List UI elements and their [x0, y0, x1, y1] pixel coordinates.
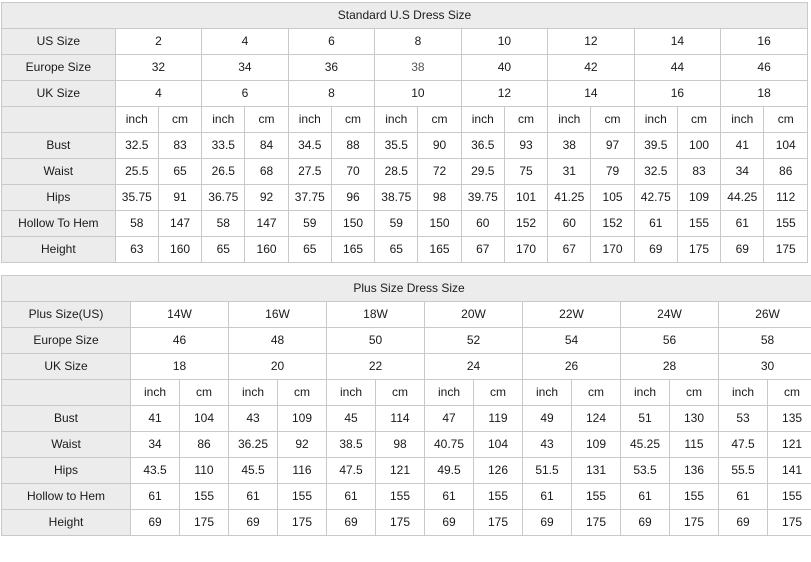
row-label-uk-size: UK Size: [2, 354, 131, 380]
cell-us-size-5: 12: [548, 29, 635, 55]
row-label-us-size: US Size: [2, 29, 116, 55]
cell-waist-11: 79: [591, 159, 634, 185]
cell-plus-waist-9: 109: [572, 432, 621, 458]
cell-uk-size-6: 16: [634, 81, 721, 107]
cell-plus-hollow-2: 61: [229, 484, 278, 510]
cell-hips-10: 41.25: [548, 185, 591, 211]
cell-plus-waist-2: 36.25: [229, 432, 278, 458]
cell-unit-1: cm: [158, 107, 201, 133]
cell-bust-0: 32.5: [115, 133, 158, 159]
cell-plus-size-5: 24W: [621, 302, 719, 328]
cell-waist-10: 31: [548, 159, 591, 185]
row-label-waist: Waist: [2, 159, 116, 185]
table-row-waist: [2, 432, 811, 458]
cell-hollow-14: 61: [721, 211, 764, 237]
cell-waist-0: 25.5: [115, 159, 158, 185]
cell-hips-5: 96: [331, 185, 374, 211]
cell-uk-size-0: 4: [115, 81, 202, 107]
cell-plus-waist-11: 115: [670, 432, 719, 458]
cell-plus-unit-8: inch: [523, 380, 572, 406]
cell-unit-15: cm: [764, 107, 808, 133]
cell-hollow-11: 152: [591, 211, 634, 237]
table-row-us-size: [2, 29, 808, 55]
cell-plus-height-11: 175: [670, 510, 719, 536]
cell-us-size-0: 2: [115, 29, 202, 55]
row-label-bust: Bust: [2, 406, 131, 432]
cell-plus-hollow-10: 61: [621, 484, 670, 510]
cell-bust-2: 33.5: [202, 133, 245, 159]
cell-hollow-1: 147: [158, 211, 201, 237]
cell-plus-hollow-1: 155: [180, 484, 229, 510]
cell-us-size-2: 6: [288, 29, 375, 55]
table-row-hollow-to-hem: [2, 211, 808, 237]
cell-hips-9: 101: [504, 185, 547, 211]
cell-waist-4: 27.5: [288, 159, 331, 185]
cell-plus-uk-0: 18: [131, 354, 229, 380]
cell-hollow-2: 58: [202, 211, 245, 237]
cell-hips-6: 38.75: [375, 185, 418, 211]
cell-waist-12: 32.5: [634, 159, 677, 185]
table-row-hips: [2, 458, 811, 484]
row-label-waist: Waist: [2, 432, 131, 458]
cell-bust-4: 34.5: [288, 133, 331, 159]
table-row-hollow-to-hem: [2, 484, 811, 510]
cell-hollow-15: 155: [764, 211, 808, 237]
table-row-uk-size: [2, 81, 808, 107]
table-row-bust: [2, 133, 808, 159]
cell-plus-europe-0: 46: [131, 328, 229, 354]
cell-plus-bust-11: 130: [670, 406, 719, 432]
cell-us-size-3: 8: [375, 29, 462, 55]
cell-plus-height-13: 175: [768, 510, 811, 536]
cell-bust-11: 97: [591, 133, 634, 159]
cell-bust-15: 104: [764, 133, 808, 159]
cell-plus-bust-0: 41: [131, 406, 180, 432]
cell-plus-hips-11: 136: [670, 458, 719, 484]
cell-plus-hollow-13: 155: [768, 484, 811, 510]
cell-hips-8: 39.75: [461, 185, 504, 211]
table-row-plus-size: [2, 302, 811, 328]
cell-hips-2: 36.75: [202, 185, 245, 211]
cell-unit-12: inch: [634, 107, 677, 133]
cell-plus-hollow-5: 155: [376, 484, 425, 510]
cell-plus-waist-7: 104: [474, 432, 523, 458]
cell-hips-0: 35.75: [115, 185, 158, 211]
cell-waist-5: 70: [331, 159, 374, 185]
cell-height-0: 63: [115, 237, 158, 263]
cell-unit-5: cm: [331, 107, 374, 133]
cell-plus-uk-3: 24: [425, 354, 523, 380]
cell-us-size-6: 14: [634, 29, 721, 55]
cell-unit-13: cm: [677, 107, 720, 133]
cell-uk-size-3: 10: [375, 81, 462, 107]
cell-plus-height-6: 69: [425, 510, 474, 536]
cell-plus-unit-7: cm: [474, 380, 523, 406]
table-row-europe-size: [2, 328, 811, 354]
cell-plus-size-2: 18W: [327, 302, 425, 328]
cell-hips-14: 44.25: [721, 185, 764, 211]
cell-plus-unit-2: inch: [229, 380, 278, 406]
cell-plus-hollow-12: 61: [719, 484, 768, 510]
row-label-plus-size: Plus Size(US): [2, 302, 131, 328]
cell-unit-0: inch: [115, 107, 158, 133]
cell-plus-hips-13: 141: [768, 458, 811, 484]
row-label-europe-size: Europe Size: [2, 55, 116, 81]
cell-plus-waist-10: 45.25: [621, 432, 670, 458]
row-label-uk-size: UK Size: [2, 81, 116, 107]
table-row-europe-size: [2, 55, 808, 81]
cell-plus-size-4: 22W: [523, 302, 621, 328]
cell-unit-7: cm: [418, 107, 461, 133]
cell-hips-4: 37.75: [288, 185, 331, 211]
cell-unit-4: inch: [288, 107, 331, 133]
cell-plus-unit-3: cm: [278, 380, 327, 406]
cell-hollow-4: 59: [288, 211, 331, 237]
cell-plus-hips-5: 121: [376, 458, 425, 484]
cell-waist-13: 83: [677, 159, 720, 185]
cell-waist-8: 29.5: [461, 159, 504, 185]
row-label-europe-size: Europe Size: [2, 328, 131, 354]
cell-plus-hollow-11: 155: [670, 484, 719, 510]
cell-plus-waist-0: 34: [131, 432, 180, 458]
cell-plus-bust-12: 53: [719, 406, 768, 432]
cell-height-11: 170: [591, 237, 634, 263]
cell-plus-bust-8: 49: [523, 406, 572, 432]
cell-europe-size-3: 38: [375, 55, 462, 81]
cell-bust-10: 38: [548, 133, 591, 159]
cell-plus-hollow-0: 61: [131, 484, 180, 510]
cell-plus-unit-13: cm: [768, 380, 811, 406]
cell-height-5: 165: [331, 237, 374, 263]
cell-plus-bust-3: 109: [278, 406, 327, 432]
cell-europe-size-7: 46: [721, 55, 808, 81]
cell-plus-hollow-6: 61: [425, 484, 474, 510]
row-label-units: [2, 380, 131, 406]
cell-hips-7: 98: [418, 185, 461, 211]
cell-height-4: 65: [288, 237, 331, 263]
cell-height-15: 175: [764, 237, 808, 263]
cell-plus-hips-10: 53.5: [621, 458, 670, 484]
cell-hollow-3: 147: [245, 211, 288, 237]
table-row-bust: [2, 406, 811, 432]
cell-uk-size-5: 14: [548, 81, 635, 107]
cell-plus-hollow-8: 61: [523, 484, 572, 510]
cell-hollow-10: 60: [548, 211, 591, 237]
cell-waist-15: 86: [764, 159, 808, 185]
cell-plus-bust-1: 104: [180, 406, 229, 432]
cell-hips-12: 42.75: [634, 185, 677, 211]
cell-plus-unit-11: cm: [670, 380, 719, 406]
cell-europe-size-0: 32: [115, 55, 202, 81]
cell-hollow-13: 155: [677, 211, 720, 237]
cell-plus-uk-4: 26: [523, 354, 621, 380]
cell-plus-height-1: 175: [180, 510, 229, 536]
cell-plus-hollow-4: 61: [327, 484, 376, 510]
cell-plus-size-3: 20W: [425, 302, 523, 328]
cell-hollow-8: 60: [461, 211, 504, 237]
cell-unit-6: inch: [375, 107, 418, 133]
table-row-uk-size: [2, 354, 811, 380]
cell-plus-hips-12: 55.5: [719, 458, 768, 484]
cell-unit-9: cm: [504, 107, 547, 133]
cell-us-size-1: 4: [202, 29, 289, 55]
cell-plus-europe-5: 56: [621, 328, 719, 354]
cell-plus-waist-4: 38.5: [327, 432, 376, 458]
cell-us-size-4: 10: [461, 29, 548, 55]
cell-hollow-7: 150: [418, 211, 461, 237]
cell-plus-height-2: 69: [229, 510, 278, 536]
cell-plus-hips-3: 116: [278, 458, 327, 484]
cell-plus-height-12: 69: [719, 510, 768, 536]
cell-waist-9: 75: [504, 159, 547, 185]
cell-plus-hips-9: 131: [572, 458, 621, 484]
cell-europe-size-6: 44: [634, 55, 721, 81]
cell-plus-europe-1: 48: [229, 328, 327, 354]
cell-plus-height-4: 69: [327, 510, 376, 536]
cell-bust-3: 84: [245, 133, 288, 159]
cell-uk-size-2: 8: [288, 81, 375, 107]
cell-uk-size-4: 12: [461, 81, 548, 107]
table-row-units: [2, 380, 811, 406]
row-label-hips: Hips: [2, 458, 131, 484]
cell-plus-bust-5: 114: [376, 406, 425, 432]
cell-plus-uk-5: 28: [621, 354, 719, 380]
cell-plus-hips-7: 126: [474, 458, 523, 484]
cell-plus-waist-1: 86: [180, 432, 229, 458]
cell-plus-bust-7: 119: [474, 406, 523, 432]
cell-europe-size-1: 34: [202, 55, 289, 81]
cell-plus-hips-4: 47.5: [327, 458, 376, 484]
table-spacer: [0, 263, 811, 275]
row-label-hips: Hips: [2, 185, 116, 211]
plus-table-title: Plus Size Dress Size: [2, 276, 811, 302]
cell-unit-14: inch: [721, 107, 764, 133]
cell-height-6: 65: [375, 237, 418, 263]
cell-bust-9: 93: [504, 133, 547, 159]
cell-bust-7: 90: [418, 133, 461, 159]
cell-plus-bust-10: 51: [621, 406, 670, 432]
cell-waist-1: 65: [158, 159, 201, 185]
cell-hollow-6: 59: [375, 211, 418, 237]
cell-uk-size-7: 18: [721, 81, 808, 107]
cell-hips-1: 91: [158, 185, 201, 211]
cell-waist-14: 34: [721, 159, 764, 185]
table-row-title: [2, 276, 811, 302]
cell-plus-hips-8: 51.5: [523, 458, 572, 484]
cell-plus-europe-2: 50: [327, 328, 425, 354]
cell-us-size-7: 16: [721, 29, 808, 55]
cell-plus-uk-6: 30: [719, 354, 811, 380]
cell-height-3: 160: [245, 237, 288, 263]
cell-plus-height-7: 175: [474, 510, 523, 536]
cell-plus-height-10: 69: [621, 510, 670, 536]
cell-plus-hips-0: 43.5: [131, 458, 180, 484]
row-label-bust: Bust: [2, 133, 116, 159]
cell-plus-bust-9: 124: [572, 406, 621, 432]
row-label-hollow-to-hem: Hollow to Hem: [2, 484, 131, 510]
table-row-height: [2, 237, 808, 263]
cell-hollow-5: 150: [331, 211, 374, 237]
cell-hips-3: 92: [245, 185, 288, 211]
standard-size-table: [1, 2, 808, 263]
cell-plus-hips-6: 49.5: [425, 458, 474, 484]
cell-plus-bust-4: 45: [327, 406, 376, 432]
cell-plus-height-9: 175: [572, 510, 621, 536]
cell-plus-hollow-9: 155: [572, 484, 621, 510]
cell-plus-bust-2: 43: [229, 406, 278, 432]
cell-hips-15: 112: [764, 185, 808, 211]
cell-waist-3: 68: [245, 159, 288, 185]
cell-europe-size-4: 40: [461, 55, 548, 81]
cell-bust-6: 35.5: [375, 133, 418, 159]
cell-plus-uk-1: 20: [229, 354, 327, 380]
cell-plus-hips-2: 45.5: [229, 458, 278, 484]
cell-height-7: 165: [418, 237, 461, 263]
cell-hips-11: 105: [591, 185, 634, 211]
cell-hollow-9: 152: [504, 211, 547, 237]
cell-bust-14: 41: [721, 133, 764, 159]
cell-plus-waist-8: 43: [523, 432, 572, 458]
cell-waist-7: 72: [418, 159, 461, 185]
row-label-hollow-to-hem: Hollow To Hem: [2, 211, 116, 237]
row-label-height: Height: [2, 510, 131, 536]
row-label-units: [2, 107, 116, 133]
cell-plus-europe-3: 52: [425, 328, 523, 354]
table-row-hips: [2, 185, 808, 211]
cell-plus-size-0: 14W: [131, 302, 229, 328]
cell-plus-height-0: 69: [131, 510, 180, 536]
cell-hips-13: 109: [677, 185, 720, 211]
cell-plus-bust-6: 47: [425, 406, 474, 432]
cell-plus-height-3: 175: [278, 510, 327, 536]
cell-plus-unit-9: cm: [572, 380, 621, 406]
cell-plus-waist-3: 92: [278, 432, 327, 458]
cell-plus-unit-5: cm: [376, 380, 425, 406]
cell-europe-size-5: 42: [548, 55, 635, 81]
cell-plus-hollow-3: 155: [278, 484, 327, 510]
cell-plus-unit-1: cm: [180, 380, 229, 406]
cell-uk-size-1: 6: [202, 81, 289, 107]
cell-bust-13: 100: [677, 133, 720, 159]
cell-bust-5: 88: [331, 133, 374, 159]
row-label-height: Height: [2, 237, 116, 263]
cell-plus-height-8: 69: [523, 510, 572, 536]
table-row-title: [2, 3, 808, 29]
cell-height-12: 69: [634, 237, 677, 263]
cell-unit-8: inch: [461, 107, 504, 133]
cell-europe-size-2: 36: [288, 55, 375, 81]
cell-plus-size-6: 26W: [719, 302, 811, 328]
cell-height-14: 69: [721, 237, 764, 263]
cell-hollow-12: 61: [634, 211, 677, 237]
plus-size-table: [1, 275, 811, 536]
cell-height-9: 170: [504, 237, 547, 263]
cell-plus-size-1: 16W: [229, 302, 327, 328]
cell-height-1: 160: [158, 237, 201, 263]
cell-height-8: 67: [461, 237, 504, 263]
table-row-waist: [2, 159, 808, 185]
cell-unit-11: cm: [591, 107, 634, 133]
cell-plus-waist-5: 98: [376, 432, 425, 458]
cell-plus-europe-6: 58: [719, 328, 811, 354]
table-row-height: [2, 510, 811, 536]
cell-plus-europe-4: 54: [523, 328, 621, 354]
cell-plus-waist-6: 40.75: [425, 432, 474, 458]
cell-hollow-0: 58: [115, 211, 158, 237]
cell-plus-waist-12: 47.5: [719, 432, 768, 458]
cell-waist-2: 26.5: [202, 159, 245, 185]
cell-unit-3: cm: [245, 107, 288, 133]
cell-plus-hips-1: 110: [180, 458, 229, 484]
cell-height-13: 175: [677, 237, 720, 263]
cell-plus-unit-0: inch: [131, 380, 180, 406]
cell-height-10: 67: [548, 237, 591, 263]
cell-bust-1: 83: [158, 133, 201, 159]
cell-plus-height-5: 175: [376, 510, 425, 536]
table-row-units: [2, 107, 808, 133]
cell-bust-12: 39.5: [634, 133, 677, 159]
cell-bust-8: 36.5: [461, 133, 504, 159]
cell-plus-unit-6: inch: [425, 380, 474, 406]
cell-plus-waist-13: 121: [768, 432, 811, 458]
cell-unit-10: inch: [548, 107, 591, 133]
cell-plus-hollow-7: 155: [474, 484, 523, 510]
standard-table-title: Standard U.S Dress Size: [2, 3, 808, 29]
cell-plus-unit-10: inch: [621, 380, 670, 406]
cell-plus-unit-4: inch: [327, 380, 376, 406]
cell-plus-unit-12: inch: [719, 380, 768, 406]
cell-plus-uk-2: 22: [327, 354, 425, 380]
cell-waist-6: 28.5: [375, 159, 418, 185]
cell-height-2: 65: [202, 237, 245, 263]
cell-unit-2: inch: [202, 107, 245, 133]
cell-plus-bust-13: 135: [768, 406, 811, 432]
